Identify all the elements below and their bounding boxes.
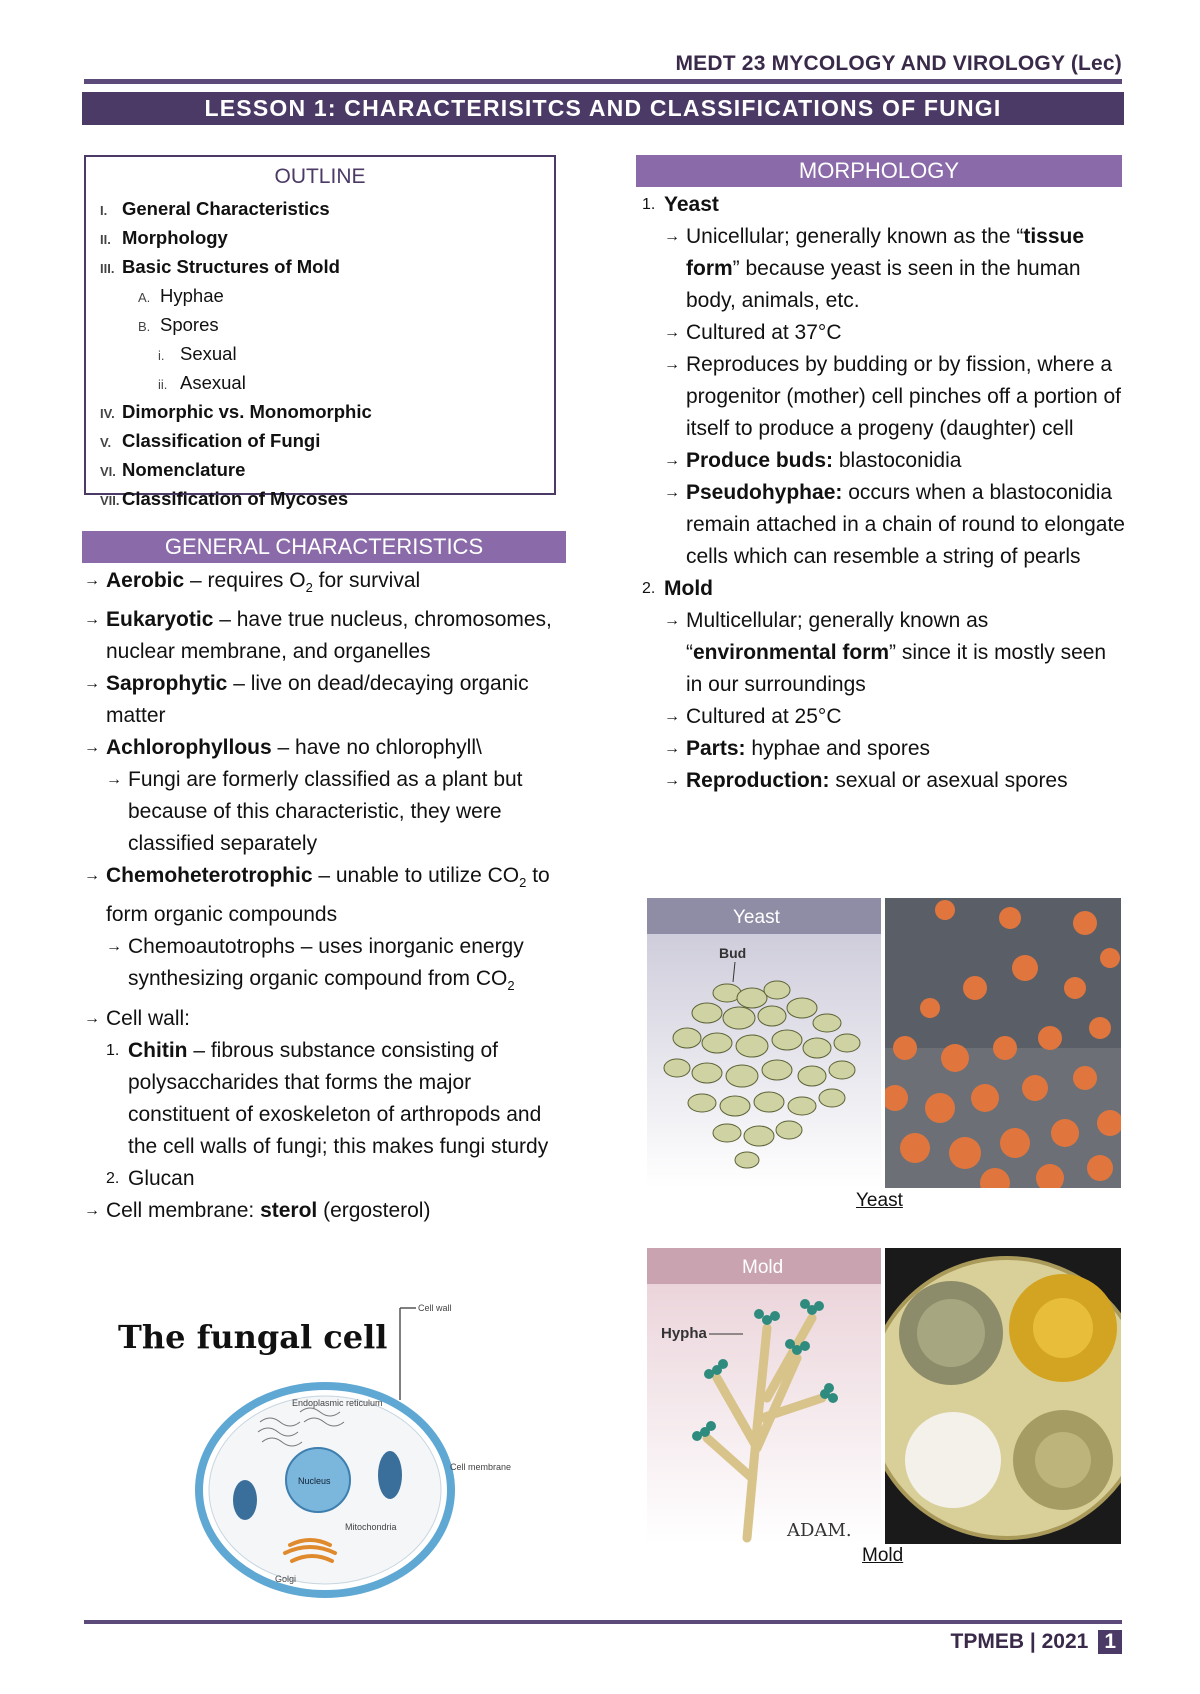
outline-item: ii. Asexual xyxy=(158,372,246,393)
label-cell-membrane: Cell membrane xyxy=(450,1462,512,1472)
morphology-heading: MORPHOLOGY xyxy=(636,155,1122,187)
adam-brand: ADAM. xyxy=(787,1520,852,1541)
list-item: 2. Mold xyxy=(642,577,713,600)
page-number: 1 xyxy=(1098,1630,1122,1654)
list-item: → Chemoautotrophs – uses inorganic energy synthesizing organic compound from $CO_2$ xyxy=(106,931,570,1002)
list-item: → Achlorophyllous – have no chlorophyll\ xyxy=(84,732,570,764)
list-item: → Pseudohyphae: occurs when a blastoconidia remain attached in a chain of round to elongate cells which can resemble a string of pearls xyxy=(664,477,1126,573)
general-heading: GENERAL CHARACTERISTICS xyxy=(82,531,566,563)
list-item: → Eukaryotic – have true nucleus, chromosomes, nuclear membrane, and organelles xyxy=(84,604,570,668)
outline-item: III. Basic Structures of Mold xyxy=(100,256,340,277)
outline-item: II. Morphology xyxy=(100,227,228,248)
footer xyxy=(951,1630,1122,1654)
yeast-bud-label: Bud xyxy=(719,945,747,961)
list-item: → Cell membrane: sterol (ergosterol) xyxy=(84,1195,570,1227)
outline-box xyxy=(84,155,556,509)
label-cell-wall: Cell wall xyxy=(418,1303,452,1313)
list-item: → Saprophytic – live on dead/decaying organic matter xyxy=(84,668,570,732)
mitochondria-shape xyxy=(378,1451,402,1499)
yeast-panel-label: Yeast xyxy=(733,907,780,928)
mitochondria-shape-2 xyxy=(233,1480,257,1520)
footer-rule xyxy=(84,1620,1122,1624)
general-list xyxy=(84,565,570,1227)
header-rule xyxy=(84,79,1122,84)
mold-culture-photo xyxy=(885,1248,1121,1544)
outline-item: VII. Classification of Mycoses xyxy=(100,488,349,509)
mold-caption: Mold xyxy=(862,1545,904,1566)
mold-hypha-label: Hypha xyxy=(661,1325,707,1342)
fungal-cell-title: The fungal cell xyxy=(118,1318,388,1356)
fungal-cell-diagram xyxy=(110,1300,540,1600)
label-mitochondria: Mitochondria xyxy=(345,1522,397,1532)
yeast-illustration xyxy=(647,898,881,1188)
list-item: → Cell wall: xyxy=(84,1003,570,1035)
label-er: Endoplasmic reticulum xyxy=(292,1398,383,1408)
label-golgi: Golgi xyxy=(275,1574,297,1584)
lesson-banner: LESSON 1: CHARACTERISITCS AND CLASSIFICATIONS OF FUNGI xyxy=(82,92,1124,125)
outline-item: VI. Nomenclature xyxy=(100,459,246,480)
morphology-list xyxy=(642,189,1126,797)
list-item: 2. Glucan xyxy=(106,1166,195,1190)
mold-illustration xyxy=(647,1248,881,1544)
outline-item: I. General Characteristics xyxy=(100,198,330,219)
list-item: 1. Chitin – fibrous substance consisting of polysaccharides that forms the major constituent of exoskeleton of arthropods and the cell walls of fungi; this makes fungi sturdy xyxy=(106,1038,549,1158)
colony-3 xyxy=(905,1412,1001,1508)
list-item: → Reproduces by budding or by fission, where a progenitor (mother) cell pinches off a portion of itself to produce a progeny (daughter) cell xyxy=(664,349,1126,445)
list-item: 1. Yeast xyxy=(642,193,719,216)
outline-item: i. Sexual xyxy=(158,343,237,364)
list-item: → Fungi are formerly classified as a plant but because of this characteristic, they were classified separately xyxy=(106,764,570,860)
outline-title: OUTLINE xyxy=(274,165,366,188)
outline-item: IV. Dimorphic vs. Monomorphic xyxy=(100,401,372,422)
label-nucleus: Nucleus xyxy=(298,1476,331,1486)
list-item: → Parts: hyphae and spores xyxy=(664,733,1126,765)
outline-item: A. Hyphae xyxy=(138,285,224,306)
list-item: → Chemoheterotrophic – unable to utilize $CO_2$ to form organic compounds xyxy=(84,860,570,931)
yeast-caption: Yeast xyxy=(856,1190,903,1211)
list-item: → Unicellular; generally known as the “tissue form” because yeast is seen in the human body, animals, etc. xyxy=(664,221,1126,317)
list-item: → Multicellular; generally known as “environmental form” since it is mostly seen in our surroundings xyxy=(664,605,1126,701)
footer-text: TPMEB | 2021 xyxy=(950,1630,1089,1653)
outline-item: V. Classification of Fungi xyxy=(100,430,321,451)
list-item: → Cultured at 25°C xyxy=(664,701,1126,733)
list-item: → Produce buds: blastoconidia xyxy=(664,445,1126,477)
yeast-colonies-photo xyxy=(885,898,1121,1188)
course-title: MEDT 23 MYCOLOGY AND VIROLOGY (Lec) xyxy=(675,52,1122,75)
mold-panel-label: Mold xyxy=(742,1257,784,1278)
list-item: → Reproduction: sexual or asexual spores xyxy=(664,765,1126,797)
list-item: → Aerobic – requires $O_2$ for survival xyxy=(84,565,570,604)
outline-item: B. Spores xyxy=(138,314,219,335)
list-item: → Cultured at 37°C xyxy=(664,317,1126,349)
